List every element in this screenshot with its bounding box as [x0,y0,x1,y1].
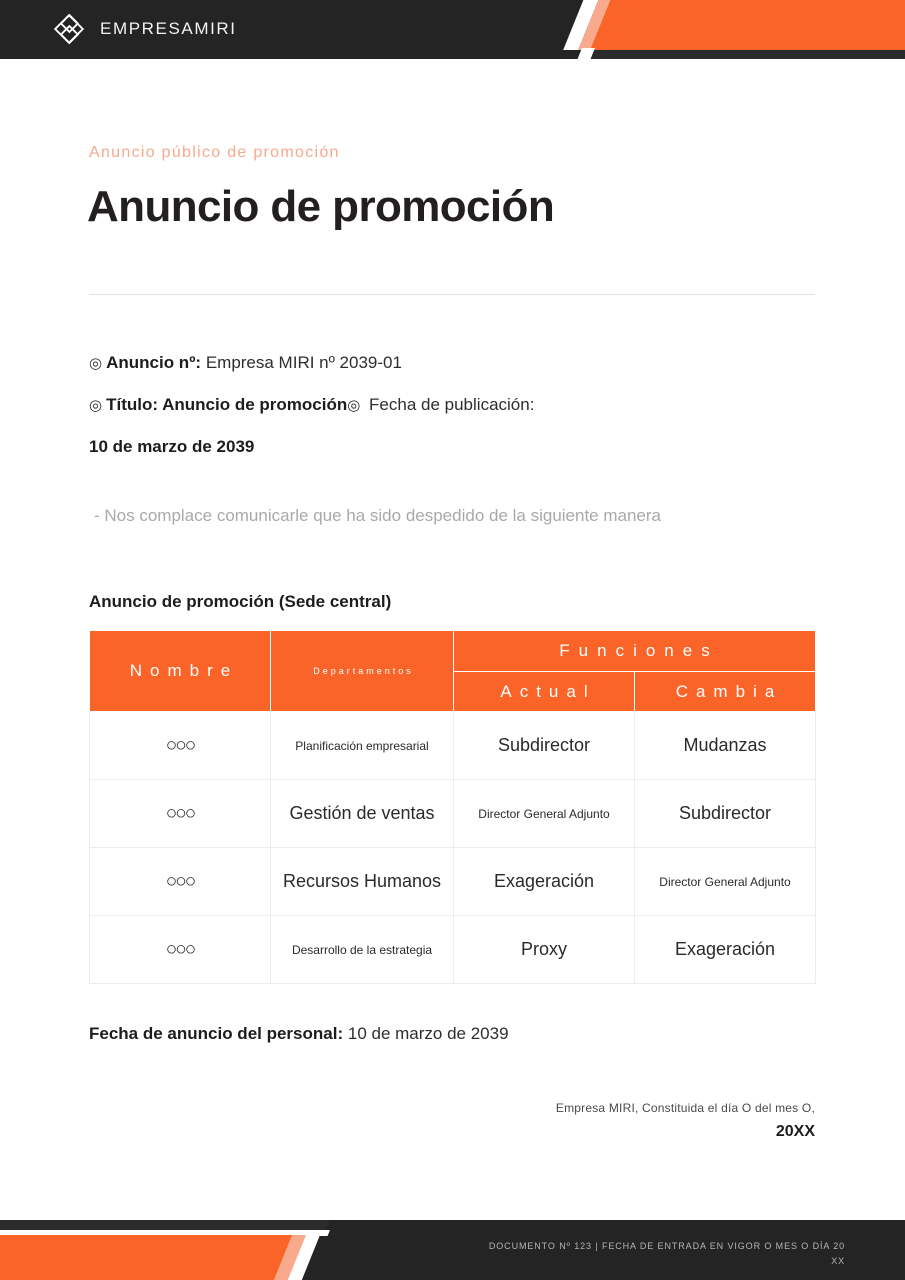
brand-name: EMPRESAMIRI [100,19,237,38]
document-meta [89,342,815,467]
footer-text-line1: DOCUMENTO Nº 123 | FECHA DE ENTRADA EN VIGOR O MES O DÍA 20 [488,1241,845,1251]
signature-block [89,1101,815,1141]
diamond-logo-icon [52,12,86,46]
page-header [0,0,905,59]
cell-current-role: Subdirector [454,712,635,780]
meta-pubdate-label: Fecha de publicación: [369,395,535,414]
meta-notice-line [89,342,815,384]
cell-new-role: Director General Adjunto [635,848,816,916]
brand [52,12,237,46]
header-dark-underbar [591,50,905,59]
cell-name: ○○○ [90,712,271,780]
page-title: Anuncio de promoción [87,182,555,231]
eyebrow-label: Anuncio público de promoción [89,144,340,161]
table-row [90,712,816,780]
cell-department: Recursos Humanos [271,848,454,916]
header-orange-block [590,0,905,50]
footer-text [375,1239,845,1269]
cell-current-role: Director General Adjunto [454,780,635,848]
col-header-functions: Funciones [454,631,816,672]
meta-title-line [89,384,815,426]
cell-department: Gestión de ventas [271,780,454,848]
cell-name: ○○○ [90,848,271,916]
lead-paragraph: - Nos complace comunicarle que ha sido despedido de la siguiente manera [94,506,662,525]
double-circle-icon: ◎ [347,397,361,414]
signature-line: Empresa MIRI, Constituida el día O del mes O, [555,1101,815,1115]
staff-date-value: 10 de marzo de 2039 [347,1024,509,1043]
promotion-table [89,630,816,984]
cell-new-role: Exageración [635,916,816,984]
meta-pubdate-value: 10 de marzo de 2039 [89,437,255,456]
table-row [90,780,816,848]
table-header-row-1 [90,631,816,672]
col-header-change: Cambia [635,672,816,712]
staff-announcement-date [89,1024,509,1044]
footer-text-line2: XX [831,1256,845,1266]
col-header-name: Nombre [90,631,271,712]
signature-year: 20XX [775,1123,815,1140]
cell-name: ○○○ [90,780,271,848]
table-row [90,848,816,916]
table-body [90,712,816,984]
cell-new-role: Mudanzas [635,712,816,780]
double-circle-icon: ◎ [89,355,103,372]
meta-notice-label: Anuncio nº: [106,353,202,372]
table-caption: Anuncio de promoción (Sede central) [89,592,392,611]
cell-new-role: Subdirector [635,780,816,848]
cell-department: Desarrollo de la estrategia [271,916,454,984]
table-head [90,631,816,712]
meta-notice-value: Empresa MIRI nº 2039-01 [205,353,402,372]
table-row [90,916,816,984]
double-circle-icon: ◎ [89,397,103,414]
footer-orange-block [0,1235,300,1280]
cell-department: Planificación empresarial [271,712,454,780]
footer-dark-topbar [0,1220,330,1230]
title-divider [89,294,815,295]
cell-current-role: Exageración [454,848,635,916]
col-header-current: Actual [454,672,635,712]
staff-date-label: Fecha de anuncio del personal: [89,1024,344,1043]
col-header-department: Departamentos [271,631,454,712]
meta-title-label: Título: Anuncio de promoción [106,395,348,414]
cell-current-role: Proxy [454,916,635,984]
cell-name: ○○○ [90,916,271,984]
page-footer [0,1220,905,1280]
